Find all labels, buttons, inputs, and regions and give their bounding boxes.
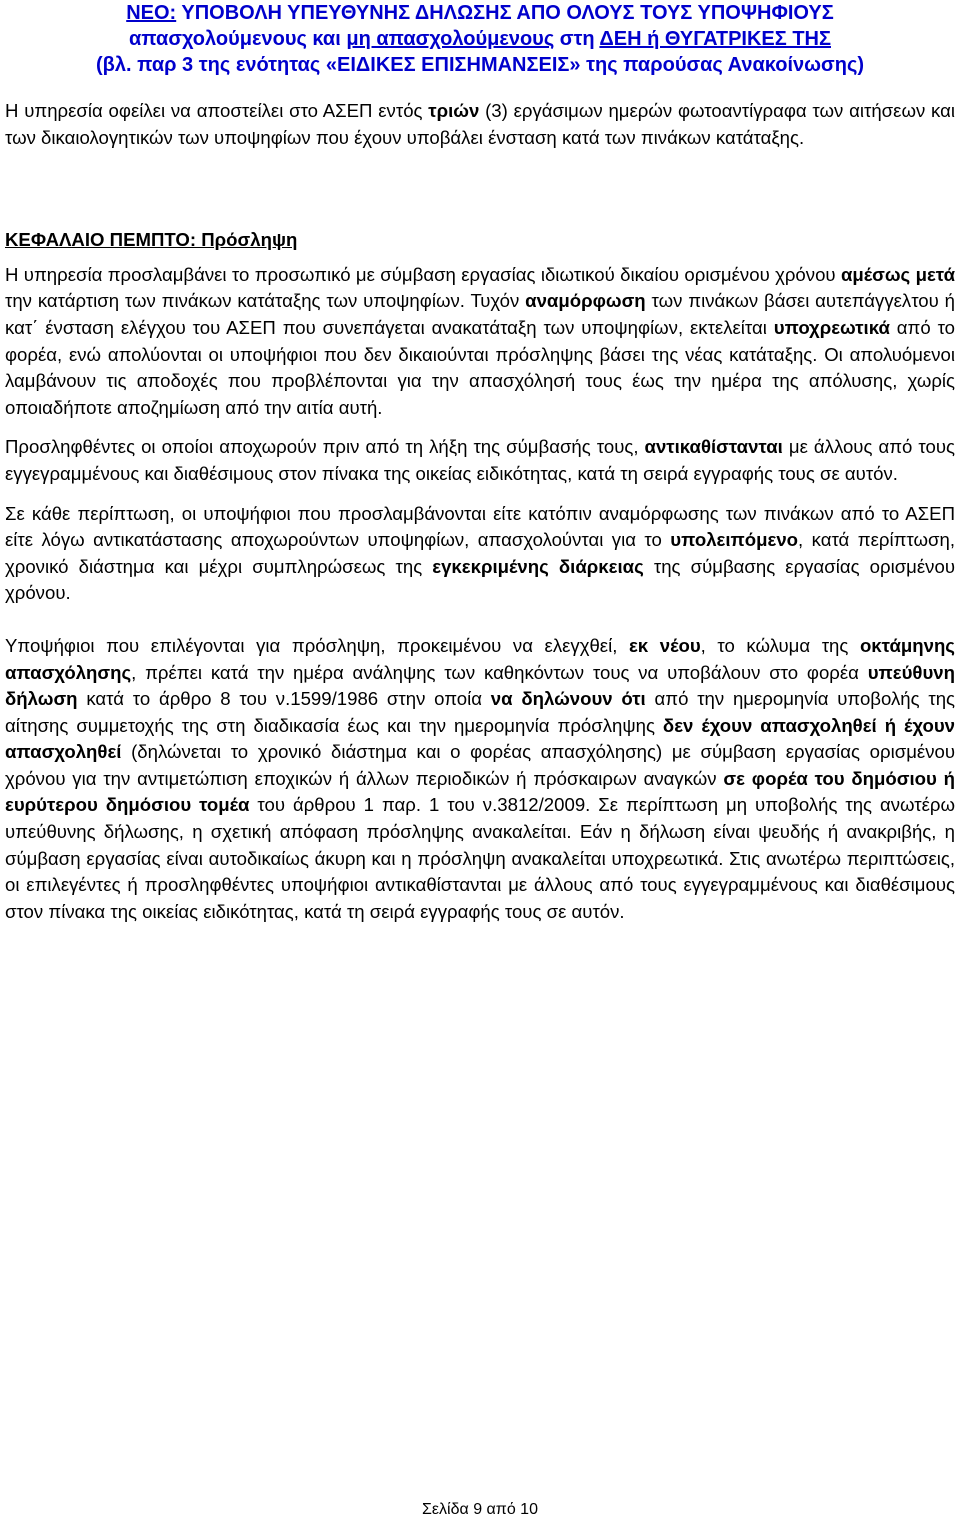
notice-line-1: ΝΕΟ: ΥΠΟΒΟΛΗ ΥΠΕΥΘΥΝΗΣ ΔΗΛΩΣΗΣ ΑΠΟ ΟΛΟΥΣ ΤΟΥΣ ΥΠΟΨΗΦΙΟΥΣ (126, 2, 834, 24)
paragraph-solemn-declaration: Υποψήφιοι που επιλέγονται για πρόσληψη, προκειμένου να ελεγχθεί, εκ νέου, το κώλυμα της οκτάμηνης απασχόλησης, πρέπει κατά την ημέρα ανάληψης των καθηκόντων τους να υποβάλουν στο φορέα υπεύθυνη δήλωση κατά το άρθρο 8 του ν.1599/1986 στην οποία να δηλώνουν ότι από την ημερομηνία υποβολής της αίτησης συμμετοχής της στη διαδικασία έως και την ημερομηνία πρόσληψης δεν έχουν απασχοληθεί ή έχουν απασχοληθεί (δηλώνεται το χρονικό διάστημα και ο φορέας απασχόλησης) με σύμβαση εργασίας ορισμένου χρόνου για την αντιμετώπιση εποχικών ή άλλων περιοδικών ή πρόσκαιρων αναγκών σε φορέα του δημόσιου ή ευρύτερου δημόσιου τομέα του άρθρου 1 παρ. 1 του ν.3812/2009. Σε περίπτωση μη υποβολής της ανωτέρω υπεύθυνης δήλωσης, η σχετική απόφαση πρόσληψης ανακαλείται. Εάν η δήλωση είναι ψευδής ή ανακριβής, η σύμβαση εργασίας είναι αυτοδικαίως άκυρη και η πρόσληψη ανακαλείται υποχρεωτικά. Στις ανωτέρω περιπτώσεις, οι επιλεγέντες ή προσληφθέντες υποψήφιοι αντικαθίστανται με άλλους από τους εγγεγραμμένους και διαθέσιμους στον πίνακα της οικείας ειδικότητας, κατά τη σειρά εγγραφής τους σε αυτόν. (5, 634, 956, 922)
paragraph-replacement: Προσληφθέντες οι οποίοι αποχωρούν πριν από τη λήξη της σύμβασής τους, αντικαθίστανται με άλλους από τους εγγεγραμμένους και διαθέσιμους στον πίνακα της οικείας ειδικότητας, κατά τη σειρά εγγραφής τους σε αυτόν. (5, 436, 955, 484)
paragraph-remaining-period: Σε κάθε περίπτωση, οι υποψήφιοι που προσλαμβάνονται είτε κατόπιν αναμόρφωσης των πινάκων από το ΑΣΕΠ είτε λόγω αντικατάστασης αποχωρούντων υποψηφίων, απασχολούνται για το υπολειπόμενο, κατά περίπτωση, χρονικό διάστημα και μέχρι συμπληρώσεως της εγκεκριμένης διάρκειας της σύμβασης εργασίας ορισμένου χρόνου. (5, 502, 955, 604)
page-number-footer: Σελίδα 9 από 10 (422, 1501, 538, 1518)
paragraph-hiring: Η υπηρεσία προσλαμβάνει το προσωπικό με σύμβαση εργασίας ιδιωτικού δικαίου ορισμένου χρόνου αμέσως μετά την κατάρτιση των πινάκων κατάταξης των υποψηφίων. Τυχόν αναμόρφωση των πινάκων βάσει αυτεπάγγελτου ή κατ΄ ένσταση ελέγχου του ΑΣΕΠ που συνεπάγεται ανακατάταξη των υποψηφίων, εκτελείται υποχρεωτικά από το φορέα, ενώ απολύονται οι υποψήφιοι που δεν δικαιούνται πρόσληψης βάσει της νέας κατάταξης. Οι απολυόμενοι λαμβάνουν τις αποδοχές που προβλέπονται για την απασχόλησή τους έως την ημέρα της απόλυσης, χωρίς οποιαδήποτε αποζημίωση από την αιτία αυτή. (5, 263, 956, 418)
notice-line-3: (βλ. παρ 3 της ενότητας «ΕΙΔΙΚΕΣ ΕΠΙΣΗΜΑΝΣΕΙΣ» της παρούσας Ανακοίνωσης) (95, 54, 865, 76)
new-notice-heading (5, 0, 955, 78)
notice-new-label: ΝΕΟ: (126, 2, 177, 24)
notice-line-2: απασχολούμενους και μη απασχολούμενους στη ΔΕΗ ή ΘΥΓΑΤΡΙΚΕΣ ΤΗΣ (128, 28, 831, 50)
chapter-five-title: ΚΕΦΑΛΑΙΟ ΠΕΜΠΤΟ: Πρόσληψη (5, 229, 298, 251)
paragraph-objection-copies: Η υπηρεσία οφείλει να αποστείλει στο ΑΣΕΠ εντός τριών (3) εργάσιμων ημερών φωτοαντίγραφα των αιτήσεων και των δικαιολογητικών των υποψηφίων που έχουν υποβάλει ένσταση κατά των πινάκων κατάταξης. (5, 100, 955, 148)
